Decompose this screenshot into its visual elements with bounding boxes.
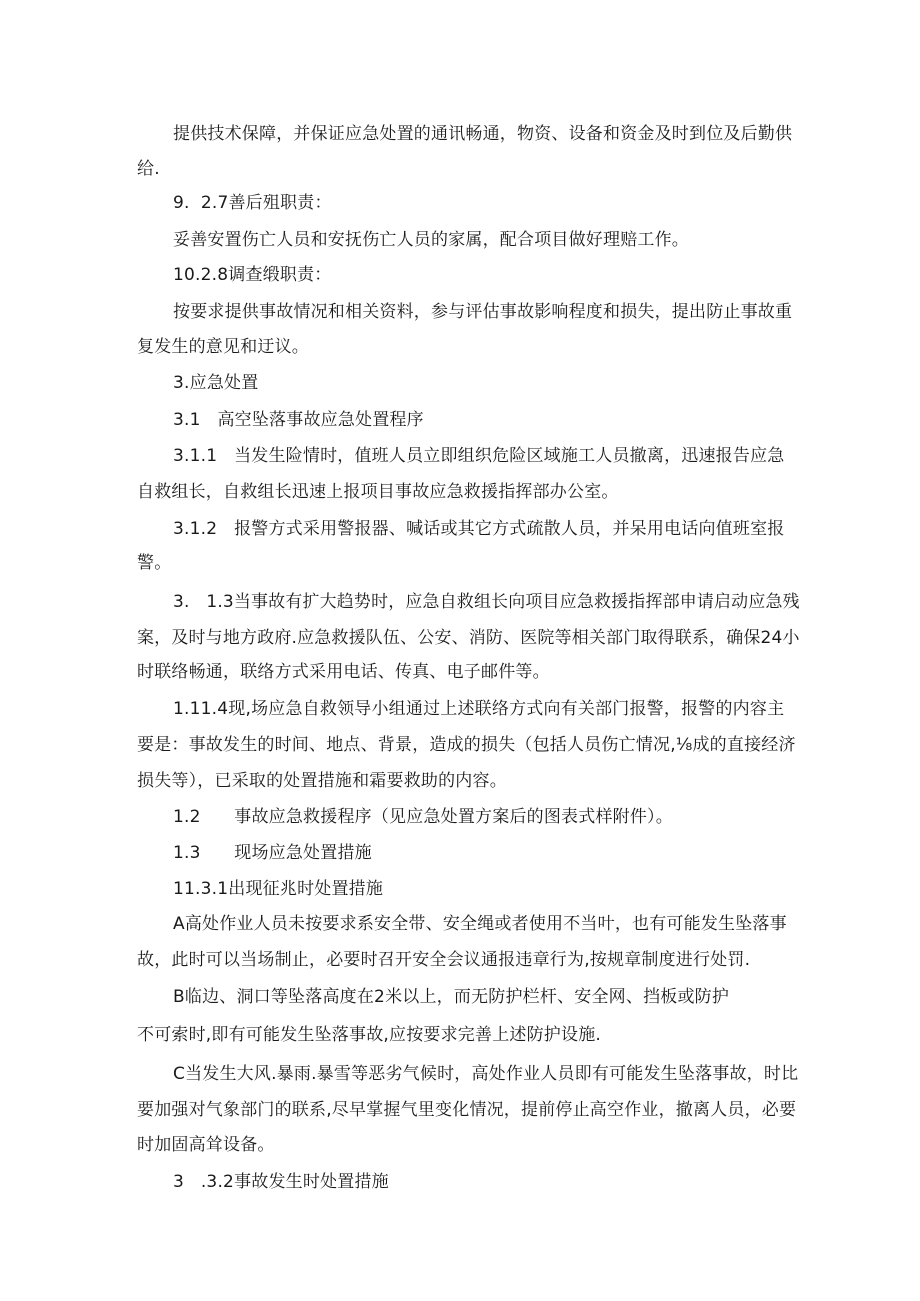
text-line: 时联络畅通，联络方式采用电话、传真、电子邮件等。 bbox=[137, 662, 550, 682]
text-line: B临边、洞口等坠落高度在2米以上，而无防护栏杆、安全网、挡板或防护 bbox=[173, 987, 730, 1007]
text-line: 妥善安置伤亡人员和安抚伤亡人员的家属，配合项目做好理赔工作。 bbox=[173, 230, 689, 250]
text-line: 按要求提供事故情况和相关资料，参与评估事故影响程度和损失，提出防止事故重 bbox=[173, 302, 793, 322]
section-heading: 10.2.8调查缎职责： bbox=[173, 265, 332, 285]
section-heading: 3.1 高空坠落事故应急处置程序 bbox=[173, 410, 424, 430]
text-line: 自救组长，自救组长迅速上报项目事故应急救援指挥部办公室。 bbox=[137, 482, 619, 502]
section-heading: 3.应急处置 bbox=[173, 373, 259, 393]
text-line: 给. bbox=[137, 159, 160, 179]
text-line: 复发生的意见和迂议。 bbox=[137, 337, 309, 357]
text-line: C当发生大风.暴雨.暴雪等恶劣气候时，高处作业人员即有可能发生坠落事故，时比 bbox=[173, 1064, 799, 1084]
text-line: 要加强对气象部门的联系,尽早掌握气里变化情况，提前停止高空作业，撤离人员，必要 bbox=[137, 1100, 797, 1120]
text-line: 案，及时与地方政府.应急救援队伍、公安、消防、医院等相关部门取得联系，确保24小 bbox=[137, 628, 800, 648]
text-line: 警。 bbox=[137, 553, 172, 573]
text-line: 不可索时,即有可能发生坠落事故,应按要求完善上述防护设施. bbox=[137, 1025, 602, 1045]
text-line: 损失等），已采取的处置措施和霜要救助的内容。 bbox=[137, 771, 507, 791]
text-line: 1.11.4现,场应急自救领导小组通过上述联络方式向有关部门报警，报警的内容主 bbox=[173, 699, 785, 719]
text-line: 3.1.2 报警方式采用警报器、喊话或其它方式疏散人员，并呆用电话向值班室报 bbox=[173, 519, 785, 539]
text-line: 要是：事故发生的时间、地点、背景，造成的损失（包括人员伤亡情况,⅛成的直接经济 bbox=[137, 735, 796, 755]
text-line: 3.1.1 当发生险情时，值班人员立即组织危险区域施工人员撤离，迅速报告应急 bbox=[173, 446, 785, 466]
section-heading: 11.3.1出现征兆时处置措施 bbox=[173, 879, 384, 899]
text-line: 3. 1.3当事故有扩大趋势时，应急自救组长向项目应急救援指挥部申请启动应急残 bbox=[173, 592, 800, 612]
section-heading: 1.3 现场应急处置措施 bbox=[173, 843, 372, 863]
section-heading: 9. 2.7善后殂职责： bbox=[173, 193, 332, 213]
text-line: 故，此时可以当场制止，必要时召开安全会议通报违章行为,按规章制度进行处罚. bbox=[137, 950, 751, 970]
text-line: 时加固高耸设备。 bbox=[137, 1135, 275, 1155]
text-line: A高处作业人员未按要求系安全带、安全绳或者使用不当叶，也有可能发生坠落事 bbox=[173, 914, 787, 934]
text-line: 提供技术保障，并保证应急处置的通讯畅通，物资、设备和资金及时到位及后勤供 bbox=[173, 124, 793, 144]
section-heading: 3 .3.2事故发生时处置措施 bbox=[173, 1172, 389, 1192]
section-heading: 1.2 事故应急救援程序（见应急处置方案后的图表式样附件）。 bbox=[173, 807, 673, 827]
